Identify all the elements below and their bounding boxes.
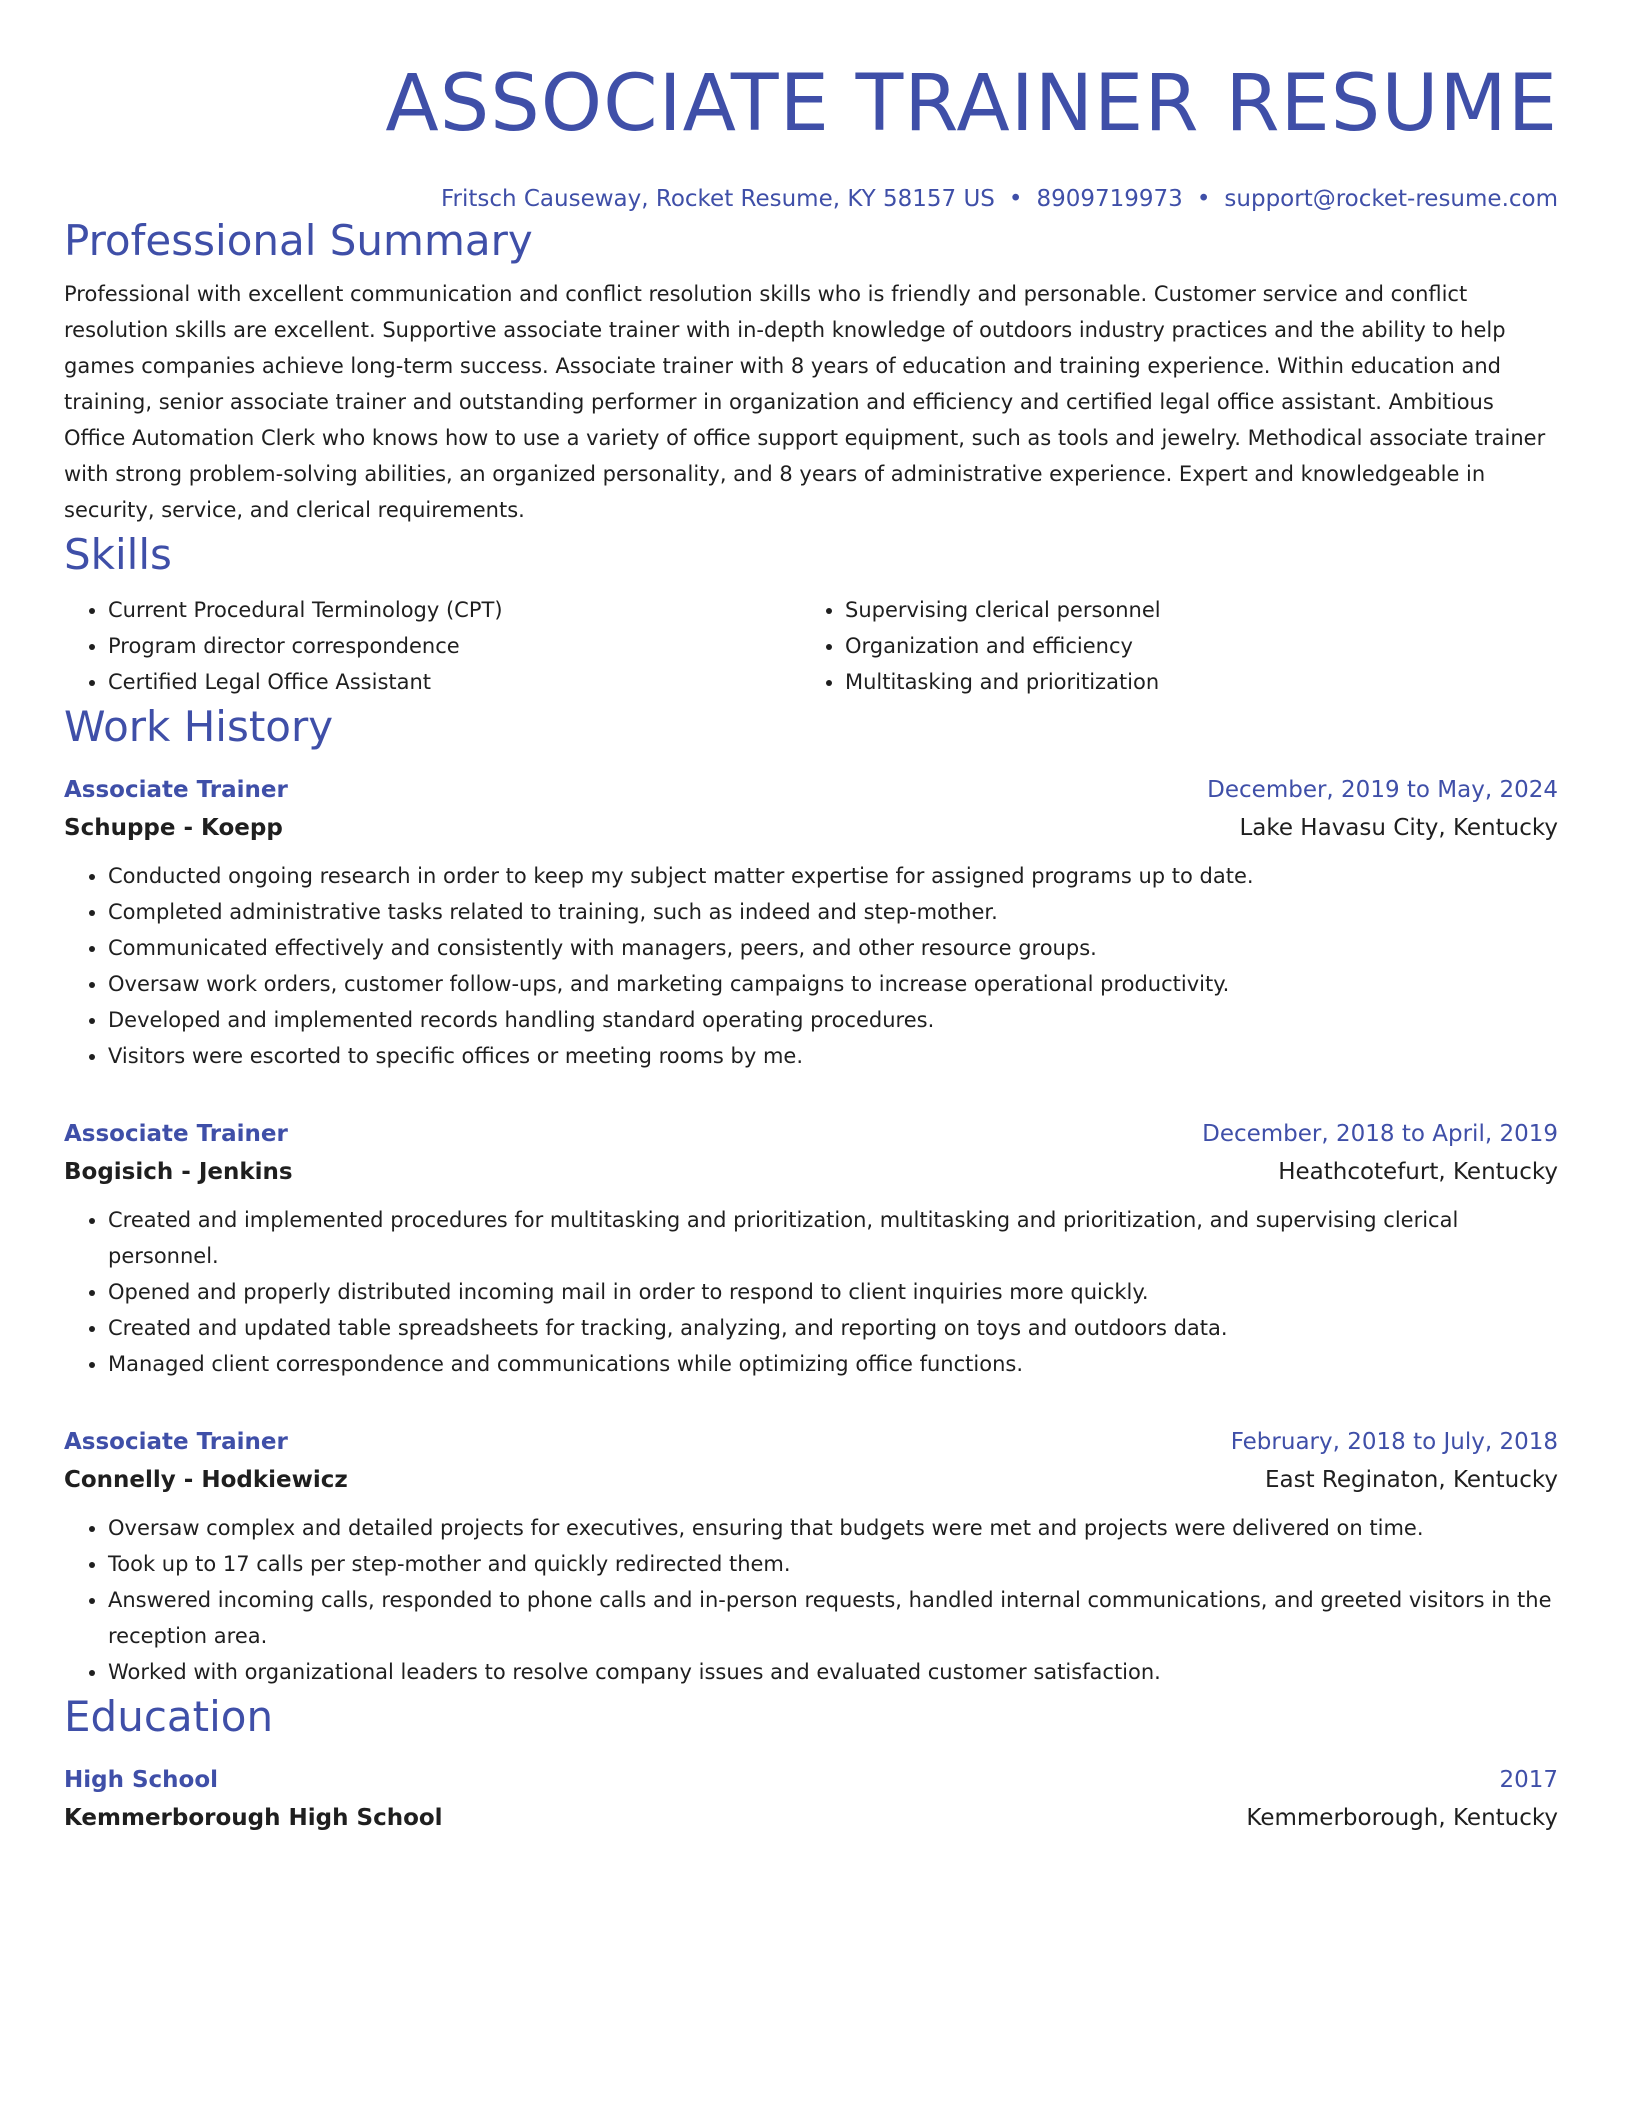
job-bullet: • Worked with organizational leaders to resolve company issues and evaluated customer satisfaction. [108, 1654, 1558, 1690]
skills-column-right [801, 592, 1538, 700]
skill-item: • Certified Legal Office Assistant [108, 664, 801, 700]
job-dates: December, 2019 to May, 2024 [1207, 777, 1558, 803]
job-company: Schuppe - Koepp [64, 815, 283, 841]
contact-address: Fritsch Causeway, Rocket Resume, KY 58157 US [440, 186, 995, 212]
job-bullet: • Managed client correspondence and communications while optimizing office functions. [108, 1346, 1558, 1382]
job-bullet: • Communicated effectively and consistently with managers, peers, and other resource groups. [108, 930, 1558, 966]
job-bullet: • Created and updated table spreadsheets for tracking, analyzing, and reporting on toys and outdoors data. [108, 1310, 1558, 1346]
education-degree: High School [64, 1767, 219, 1793]
job-entry [64, 774, 1558, 1074]
skill-item: • Organization and efficiency [845, 628, 1538, 664]
resume-title: ASSOCIATE TRAINER RESUME [385, 59, 1558, 149]
contact-line [64, 184, 1558, 214]
job-subheader [64, 1156, 1558, 1188]
job-company: Bogisich - Jenkins [64, 1159, 293, 1185]
job-entry [64, 1426, 1558, 1690]
summary-heading: Professional Summary [64, 216, 533, 265]
skill-item: • Supervising clerical personnel [845, 592, 1538, 628]
job-bullet: • Completed administrative tasks related to training, such as indeed and step-mother. [108, 894, 1558, 930]
resume-page [64, 56, 1558, 1834]
job-role: Associate Trainer [64, 777, 288, 803]
contact-separator: • [1196, 186, 1211, 212]
job-header [64, 1426, 1558, 1458]
contact-email: support@rocket-resume.com [1224, 186, 1558, 212]
job-bullets [64, 1510, 1558, 1690]
job-bullets [64, 858, 1558, 1074]
job-bullet: • Oversaw complex and detailed projects for executives, ensuring that budgets were met and projects were delivered on time. [108, 1510, 1558, 1546]
job-bullet: • Visitors were escorted to specific offices or meeting rooms by me. [108, 1038, 1558, 1074]
skill-item: • Program director correspondence [108, 628, 801, 664]
summary-text: Professional with excellent communication and conflict resolution skills who is friendly and personable. Customer service and conflict resolution skills are excellent. Supportive associate trainer with in-depth knowledge of outdoors industry practices and the ability to help games companies achieve long-term success. Associate trainer with 8 years of education and training experience. Within education and training, senior associate trainer and outstanding performer in organization and efficiency and certified legal office assistant. Ambitious Office Automation Clerk who knows how to use a variety of office support equipment, such as tools and jewelry. Methodical associate trainer with strong problem-solving abilities, an organized personality, and 8 years of administrative experience. Expert and knowledgeable in security, service, and clerical requirements. [64, 282, 1546, 522]
job-subheader [64, 812, 1558, 844]
skill-item: • Multitasking and prioritization [845, 664, 1538, 700]
job-bullet: • Opened and properly distributed incoming mail in order to respond to client inquiries more quickly. [108, 1274, 1558, 1310]
education-subheader [64, 1802, 1558, 1834]
job-dates: February, 2018 to July, 2018 [1230, 1429, 1558, 1455]
education-heading: Education [64, 1692, 274, 1741]
work-history-heading: Work History [64, 702, 334, 751]
skill-item: • Current Procedural Terminology (CPT) [108, 592, 801, 628]
job-bullet: • Took up to 17 calls per step-mother and quickly redirected them. [108, 1546, 1558, 1582]
job-company: Connelly - Hodkiewicz [64, 1467, 348, 1493]
job-bullet: • Answered incoming calls, responded to phone calls and in-person requests, handled internal communications, and greeted visitors in the reception area. [108, 1582, 1558, 1654]
job-location: East Reginaton, Kentucky [1264, 1467, 1558, 1493]
job-header [64, 774, 1558, 806]
job-bullet: • Oversaw work orders, customer follow-ups, and marketing campaigns to increase operational productivity. [108, 966, 1558, 1002]
job-location: Heathcotefurt, Kentucky [1278, 1159, 1558, 1185]
education-entry [64, 1764, 1558, 1834]
skills-column-left [64, 592, 801, 700]
job-role: Associate Trainer [64, 1429, 288, 1455]
job-role: Associate Trainer [64, 1121, 288, 1147]
job-entry [64, 1118, 1558, 1382]
education-header [64, 1764, 1558, 1796]
skills-heading: Skills [64, 530, 172, 579]
skills-list [64, 592, 1558, 700]
contact-phone: 8909719973 [1036, 186, 1183, 212]
education-location: Kemmerborough, Kentucky [1246, 1805, 1558, 1831]
job-bullet: • Created and implemented procedures for multitasking and prioritization, multitasking and prioritization, and supervising clerical personnel. [108, 1202, 1558, 1274]
job-bullet: • Developed and implemented records handling standard operating procedures. [108, 1002, 1558, 1038]
job-bullet: • Conducted ongoing research in order to keep my subject matter expertise for assigned programs up to date. [108, 858, 1558, 894]
job-bullets [64, 1202, 1558, 1382]
education-year: 2017 [1499, 1767, 1558, 1793]
contact-separator: • [1008, 186, 1023, 212]
job-header [64, 1118, 1558, 1150]
job-dates: December, 2018 to April, 2019 [1202, 1121, 1558, 1147]
job-subheader [64, 1464, 1558, 1496]
education-school: Kemmerborough High School [64, 1805, 443, 1831]
job-location: Lake Havasu City, Kentucky [1239, 815, 1558, 841]
